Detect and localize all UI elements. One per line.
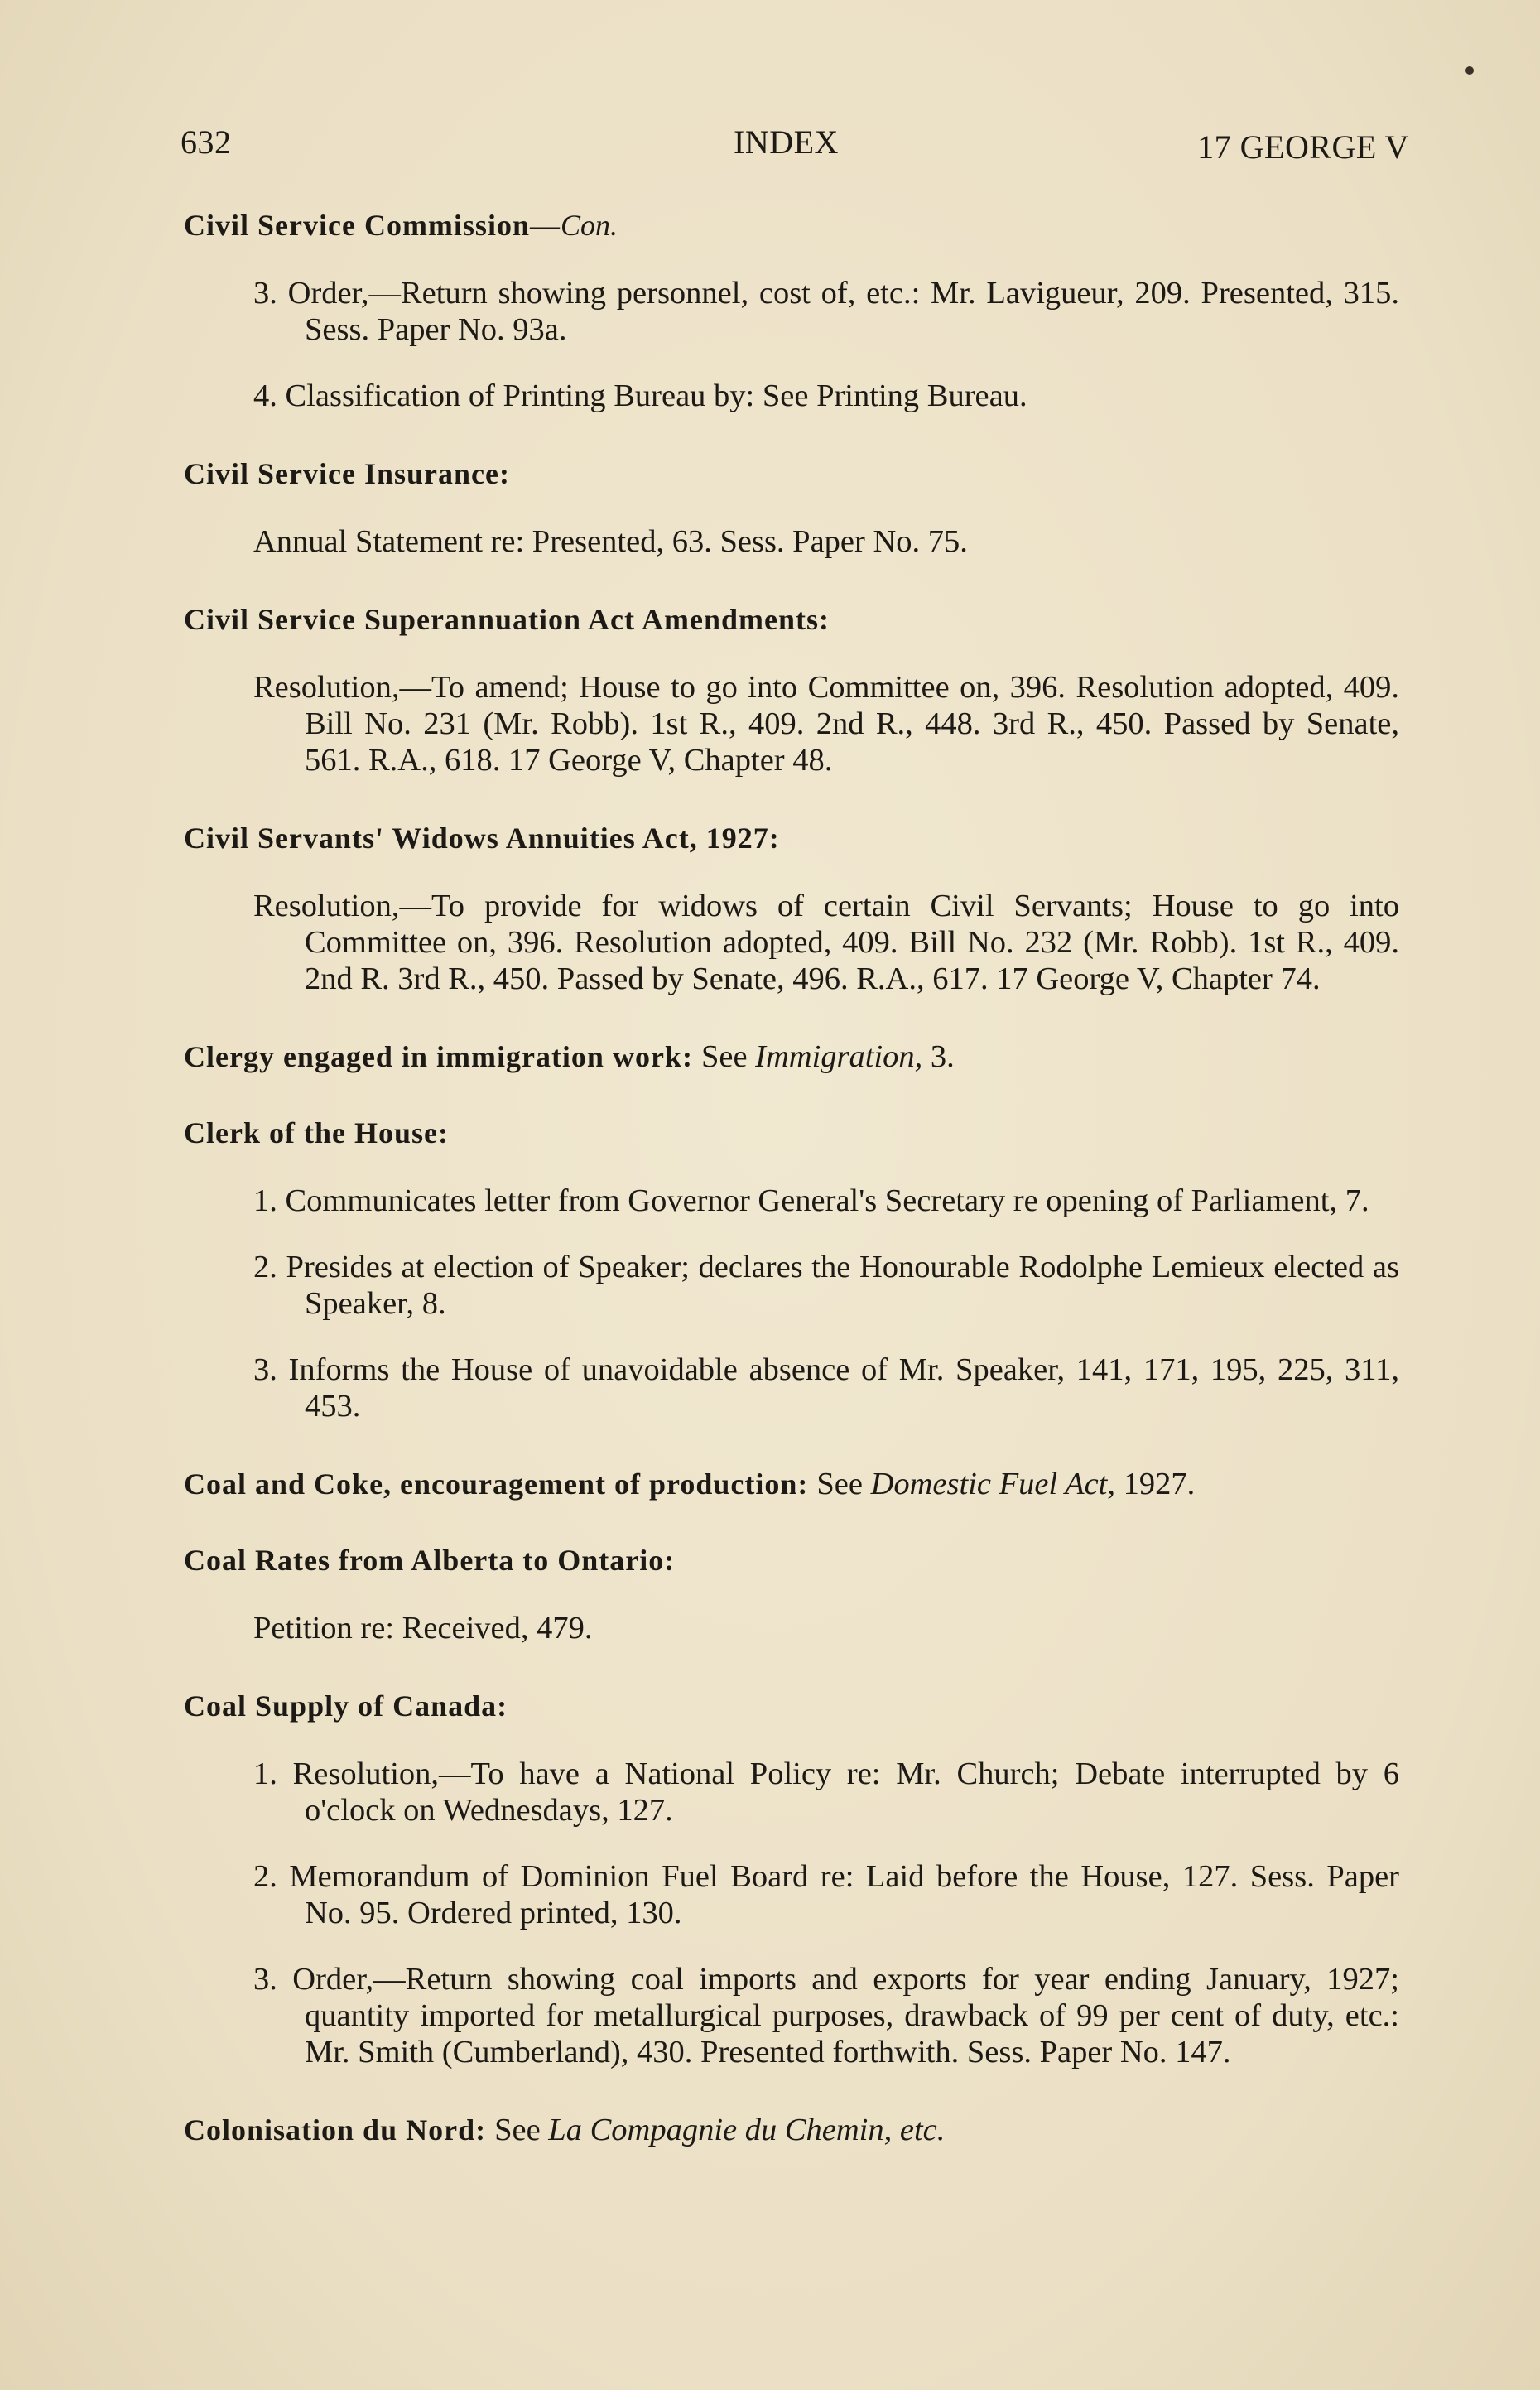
index-entry: 4. Classification of Printing Bureau by: See Printing Bureau.	[253, 378, 1027, 413]
index-entry: 1. Communicates letter from Governor General's Secretary re opening of Parliament, 7.	[253, 1183, 1369, 1218]
section-heading: Civil Service Commission—Con.	[184, 209, 618, 242]
running-header	[180, 123, 1409, 172]
index-section	[176, 207, 1399, 414]
index-section	[176, 1115, 1399, 1424]
see-reference: See Domestic Fuel Act, 1927.	[816, 1467, 1196, 1501]
index-entry: 3. Order,—Return showing personnel, cost of, etc.: Mr. Lavigueur, 209. Presented, 315. Sess. Paper No. 93a.	[253, 276, 1399, 347]
section-heading: Civil Service Superannuation Act Amendments:	[184, 603, 830, 636]
index-entry: Resolution,—To provide for widows of certain Civil Servants; House to go into Committee on, 396. Resolution adopted, 409. Bill No. 232 (Mr. Robb). 1st R., 409. 2nd R. 3rd R., 450. Passed by Senate, 496. R.A., 617. 17 George V, Chapter 74.	[253, 889, 1399, 996]
section-heading: Coal Rates from Alberta to Ontario:	[184, 1544, 676, 1577]
index-section	[176, 820, 1399, 997]
index-entry: 3. Order,—Return showing coal imports and exports for year ending January, 1927; quantity imported for metallurgical purposes, drawback of 99 per cent of duty, etc.: Mr. Smith (Cumberland), 430. Presented forthwith. Sess. Paper No. 147.	[253, 1962, 1399, 2070]
index-entry: 2. Presides at election of Speaker; declares the Honourable Rodolphe Lemieux elected as Speaker, 8.	[253, 1250, 1399, 1321]
index-section	[176, 601, 1399, 778]
index-section	[176, 455, 1399, 560]
index-section	[176, 1542, 1399, 1646]
index-entries	[176, 207, 1399, 2188]
section-heading-see: Clergy engaged in immigration work: See Immigration, 3.	[184, 1039, 955, 1074]
section-heading-see: Colonisation du Nord: See La Compagnie du Chemin, etc.	[184, 2113, 946, 2147]
regnal-year: 17 GEORGE V	[1197, 128, 1409, 166]
index-entry: 2. Memorandum of Dominion Fuel Board re: Laid before the House, 127. Sess. Paper No. 95. Ordered printed, 130.	[253, 1859, 1399, 1930]
section-heading: Clerk of the House:	[184, 1116, 449, 1149]
section-heading-see: Coal and Coke, encouragement of production: See Domestic Fuel Act, 1927.	[184, 1467, 1196, 1501]
page-number: 632	[180, 123, 232, 161]
index-entry: Resolution,—To amend; House to go into Committee on, 396. Resolution adopted, 409. Bill No. 231 (Mr. Robb). 1st R., 409. 2nd R., 448. 3rd R., 450. Passed by Senate, 561. R.A., 618. 17 George V, Chapter 48.	[253, 670, 1399, 778]
section-heading: Civil Servants' Widows Annuities Act, 1927:	[184, 822, 780, 855]
index-section	[176, 1688, 1399, 2070]
index-entry: Annual Statement re: Presented, 63. Sess. Paper No. 75.	[253, 524, 968, 559]
section-heading: Coal Supply of Canada:	[184, 1689, 508, 1723]
section-heading: Civil Service Insurance:	[184, 457, 510, 490]
ink-speck	[1465, 66, 1474, 75]
see-reference: See La Compagnie du Chemin, etc.	[494, 2113, 946, 2147]
page-title: INDEX	[734, 123, 839, 161]
see-reference: See Immigration, 3.	[700, 1039, 955, 1074]
index-entry: Petition re: Received, 479.	[253, 1611, 593, 1646]
index-entry: 1. Resolution,—To have a National Policy re: Mr. Church; Debate interrupted by 6 o'clock on Wednesdays, 127.	[253, 1756, 1399, 1828]
index-entry: 3. Informs the House of unavoidable absence of Mr. Speaker, 141, 171, 195, 225, 311, 453.	[253, 1352, 1399, 1424]
